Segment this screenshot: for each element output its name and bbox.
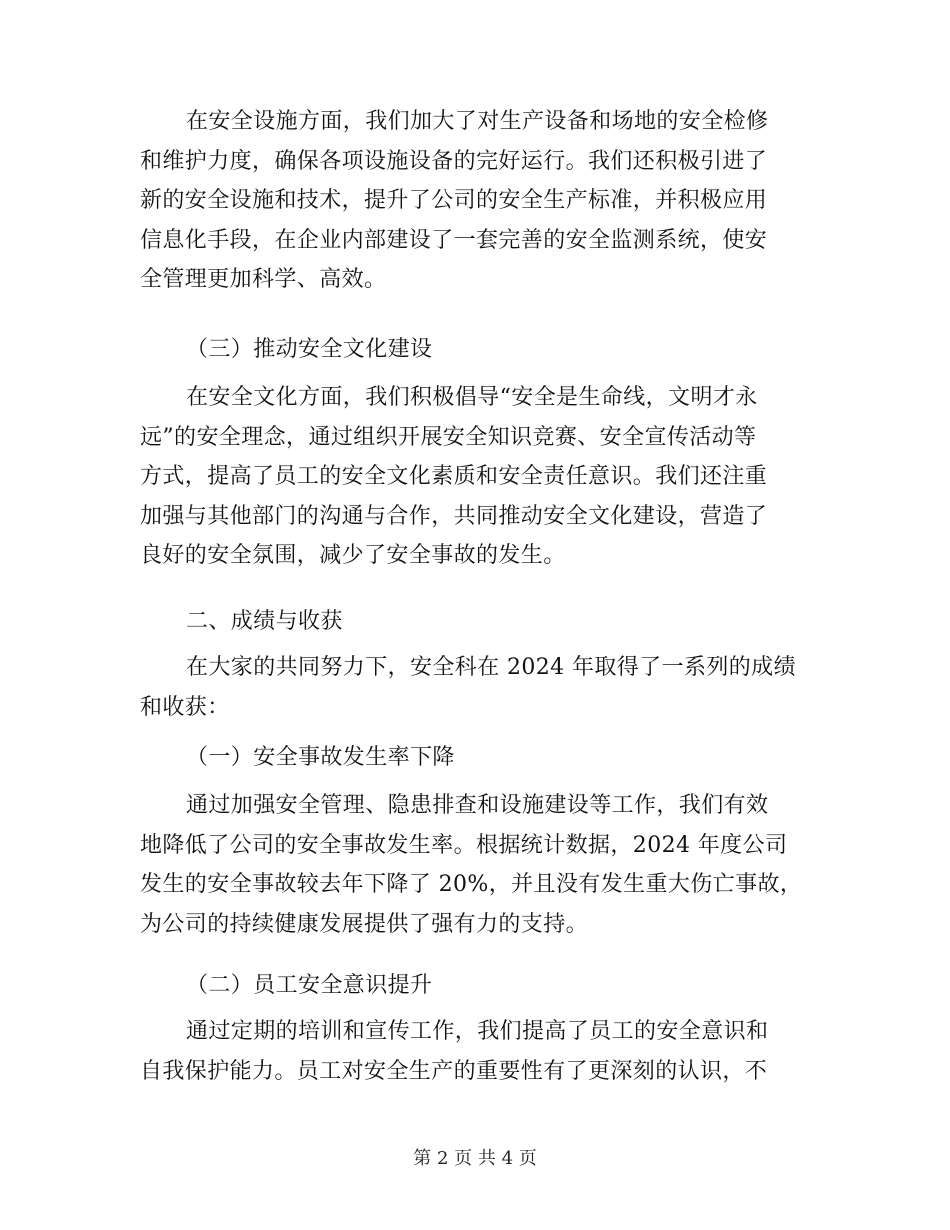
text-line: 通过加强安全管理、隐患排查和设施建设等工作，我们有效 bbox=[186, 793, 769, 818]
text-line: 信息化手段，在企业内部建设了一套完善的安全监测系统，使安 bbox=[140, 227, 768, 253]
text-line: 和维护力度，确保各项设施设备的完好运行。我们还积极引进了 bbox=[140, 148, 768, 174]
heading-text: （三）推动安全文化建设 bbox=[186, 337, 433, 362]
text-line: 远”的安全理念，通过组织开展安全知识竞赛、安全宣传活动等 bbox=[140, 424, 757, 450]
text-line: 自我保护能力。员工对安全生产的重要性有了更深刻的认识，不 bbox=[140, 1058, 768, 1084]
text-line: 在大家的共同努力下，安全科在 2024 年取得了一系列的成绩 bbox=[186, 655, 796, 680]
paragraph-accident-rate bbox=[140, 786, 805, 944]
heading-safety-culture bbox=[140, 330, 805, 370]
heading-text: （二）员工安全意识提升 bbox=[186, 973, 433, 998]
text-line: 在安全设施方面，我们加大了对生产设备和场地的安全检修 bbox=[186, 109, 769, 134]
text-line: 和收获： bbox=[140, 694, 230, 720]
heading-achievements bbox=[140, 602, 805, 642]
paragraph-awareness bbox=[140, 1012, 805, 1091]
text-line: 为公司的持续健康发展提供了强有力的支持。 bbox=[140, 911, 589, 937]
text-line: 良好的安全氛围，减少了安全事故的发生。 bbox=[140, 543, 566, 568]
text-line: 全管理更加科学、高效。 bbox=[140, 267, 387, 292]
text-line: 发生的安全事故较去年下降了 20%，并且没有发生重大伤亡事故， bbox=[140, 872, 803, 897]
text-line: 通过定期的培训和宣传工作，我们提高了员工的安全意识和 bbox=[186, 1019, 769, 1044]
text-line: 地降低了公司的安全事故发生率。根据统计数据，2024 年度公司 bbox=[140, 832, 788, 858]
text-line: 方式，提高了员工的安全文化素质和安全责任意识。我们还注重 bbox=[140, 464, 768, 489]
heading-text: 二、成绩与收获 bbox=[186, 609, 343, 634]
heading-accident-rate bbox=[140, 738, 805, 778]
paragraph-safety-facilities bbox=[140, 102, 805, 300]
paragraph-achievements-intro bbox=[140, 648, 805, 727]
heading-awareness bbox=[140, 966, 805, 1006]
heading-text: （一）安全事故发生率下降 bbox=[186, 745, 455, 770]
text-line: 在安全文化方面，我们积极倡导“安全是生命线，文明才永 bbox=[186, 385, 758, 410]
paragraph-safety-culture bbox=[140, 378, 805, 576]
text-line: 加强与其他部门的沟通与合作，共同推动安全文化建设，营造了 bbox=[140, 503, 768, 529]
text-line: 新的安全设施和技术，提升了公司的安全生产标准，并积极应用 bbox=[140, 188, 768, 213]
page-number-footer: 第 2 页 共 4 页 bbox=[413, 1148, 537, 1169]
